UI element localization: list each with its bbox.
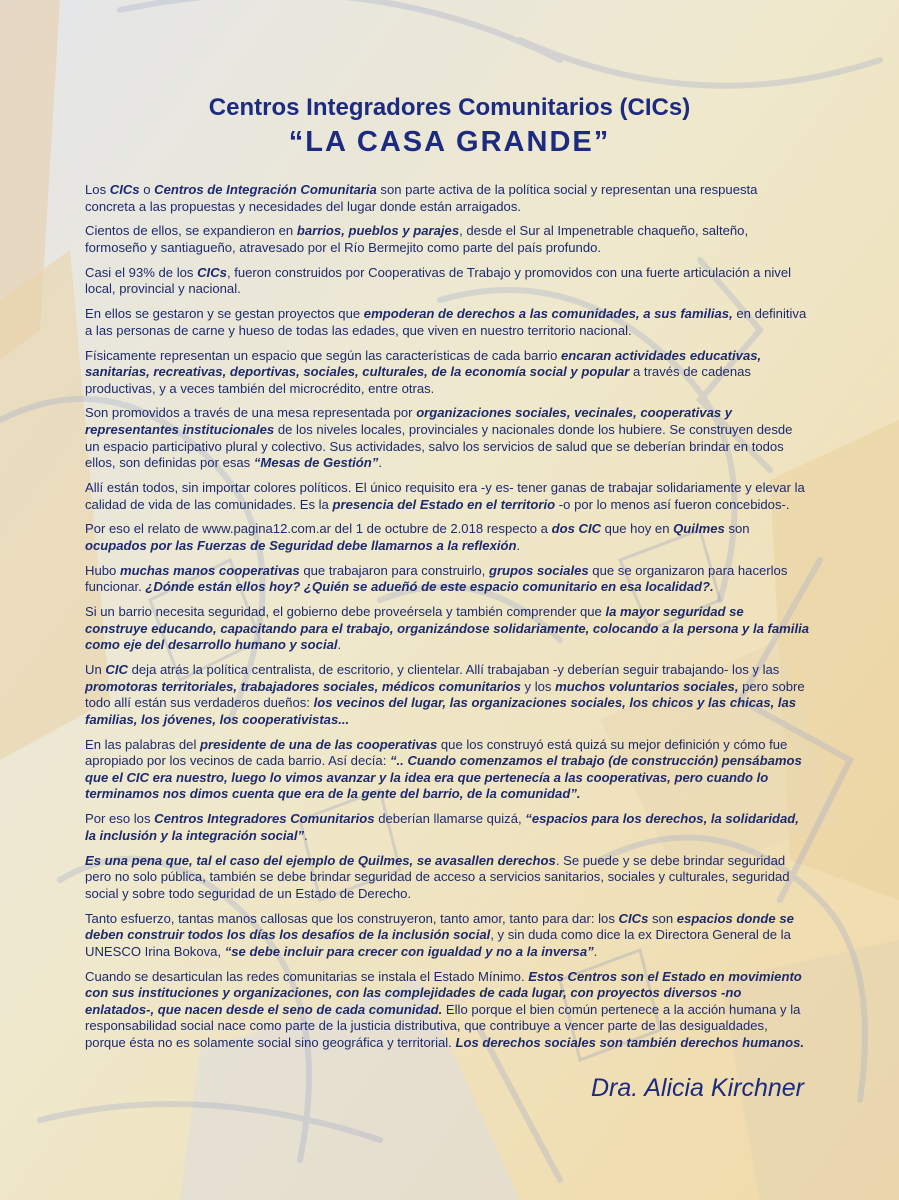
emphasized-text: CICs: [109, 182, 140, 197]
emphasized-text: Quilmes: [673, 521, 725, 537]
emphasized-text: dos CIC: [551, 521, 602, 537]
paragraph: [85, 604, 809, 654]
text-segment: En ellos se gestaron y se gestan proyectos que: [85, 306, 364, 322]
paragraph: [85, 853, 809, 903]
text-segment: deberían llamarse quizá,: [374, 811, 526, 827]
paragraph: [85, 737, 809, 803]
text-segment: Por eso el relato de www.pagina12.com.ar del 1 de octubre de 2.018 respecto a: [85, 521, 552, 537]
text-segment: Allí están todos, sin importar colores políticos. El único requisito era -y es- tener ganas de trabajar solidariamente y elevar la calidad de vida de las comunidades. Es la: [85, 480, 805, 512]
text-segment: o: [139, 182, 155, 197]
text-segment: que se organizaron para hacerlos funcionar.: [85, 562, 788, 595]
text-segment: Por eso los: [85, 811, 155, 827]
text-segment: son: [648, 910, 677, 926]
text-segment: , y sin duda como dice la ex Directora General de la UNESCO Irina Bokova,: [85, 927, 791, 959]
paragraph: [85, 480, 809, 513]
text-segment: Un: [85, 662, 106, 678]
text-segment: que los construyó está quizá su mejor definición y cómo fue apropiado por los vecinos de cada barrio. Así decía:: [85, 736, 788, 769]
emphasized-text: Centros Integradores Comunitarios: [154, 811, 375, 827]
emphasized-text: presidente de una de las cooperativas: [200, 736, 438, 752]
document-subtitle: “LA CASA GRANDE”: [288, 126, 611, 158]
text-segment: .: [304, 827, 308, 843]
emphasized-text: “Mesas de Gestión”: [253, 455, 379, 471]
emphasized-text: muchos voluntarios sociales,: [555, 678, 739, 694]
document-body: [85, 182, 809, 1060]
text-segment: .: [516, 538, 521, 553]
text-segment: , desde el Sur al Impenetrable chaqueño, salteño, formoseño y santiagueño, atravesado por el Río Bermejito como parte del país profundo.: [85, 223, 749, 255]
text-segment: -o por lo menos así fueron concebidos-.: [555, 496, 790, 512]
signature: Dra. Alicia Kirchner: [590, 1074, 804, 1102]
paragraph: [85, 911, 809, 961]
emphasized-text: ocupados por las Fuerzas de Seguridad debe llamarnos a la reflexión: [85, 538, 517, 553]
text-segment: Si un barrio necesita seguridad, el gobierno debe proveérsela y también comprender que: [85, 604, 606, 620]
text-segment: deja atrás la política centralista, de escritorio, y clientelar. Allí trabajaban -y deberían seguir trabajando- los y las: [127, 662, 780, 678]
emphasized-text: presencia del Estado en el territorio: [332, 496, 556, 512]
emphasized-text: grupos sociales: [488, 562, 589, 578]
emphasized-text: “se debe incluir para crecer con igualdad y no a la inversa”: [224, 943, 594, 959]
text-segment: .: [593, 943, 598, 959]
text-segment: Cuando se desarticulan las redes comunitarias se instala el Estado Mínimo.: [85, 968, 529, 984]
text-segment: en definitiva a las personas de carne y hueso de todas las edades, que viven en nuestro territorio nacional.: [85, 306, 807, 338]
emphasized-text: Estos Centros son el Estado en movimiento con sus instituciones y organizaciones, con las complejidades de cada lugar, con proyectos diversos -no enlatados-, que nacen desde el seno de cada comunidad.: [85, 968, 802, 1017]
paragraph: [85, 405, 809, 471]
emphasized-text: CICs: [197, 264, 227, 280]
text-segment: pero sobre todo allí están sus verdaderos dueños:: [85, 678, 805, 711]
emphasized-text: espacios donde se deben construir todos los días los desafíos de la inclusión social: [85, 910, 794, 943]
document-title: Centros Integradores Comunitarios (CICs): [208, 94, 691, 121]
text-segment: a través de cadenas productivas, y a veces también del microcrédito, entre otras.: [85, 364, 751, 396]
text-segment: .: [378, 455, 382, 471]
paragraph: [85, 521, 809, 554]
emphasized-text: Los derechos sociales son también derechos humanos.: [455, 1034, 805, 1050]
text-segment: Son promovidos a través de una mesa representada por: [85, 405, 417, 421]
text-segment: que trabajaron para construirlo,: [299, 562, 489, 578]
text-segment: , fueron construidos por Cooperativas de Trabajo y promovidos con una fuerte articulación a nivel local, provincial y nacional.: [85, 264, 792, 297]
text-segment: son parte activa de la política social y representan una respuesta concreta a las propuestas y necesidades del lugar donde están arraigados.: [85, 182, 758, 214]
text-segment: son: [724, 521, 750, 537]
text-segment: Cientos de ellos, se expandieron en: [85, 223, 297, 239]
text-segment: Ello porque el bien común pertenece a la acción humana y la responsabilidad social nace como parte de la justicia distributiva, que contribuye a vencer parte de las desigualdades, porque ésta no es solamente social sino geográfica y territorial.: [85, 1001, 801, 1050]
paragraph: [85, 662, 809, 728]
text-segment: Casi el 93% de los: [85, 264, 198, 280]
emphasized-text: ¿Dónde están ellos hoy? ¿Quién se adueñó de este espacio comunitario en esa localidad?.: [145, 579, 714, 595]
paragraph: [85, 306, 809, 339]
text-segment: Los: [85, 182, 110, 197]
emphasized-text: barrios, pueblos y parajes: [296, 223, 460, 239]
emphasized-text: CICs: [618, 910, 649, 926]
paragraph: [85, 811, 809, 844]
emphasized-text: encaran actividades educativas, sanitarias, recreativas, deportivas, sociales, culturales, de la economía social y popular: [85, 347, 762, 380]
text-segment: que hoy en: [601, 521, 674, 537]
paragraph: [85, 223, 809, 256]
text-segment: Hubo: [85, 562, 120, 578]
paragraph: [85, 969, 809, 1052]
emphasized-text: Centros de Integración Comunitaria: [154, 182, 377, 197]
emphasized-text: muchas manos cooperativas: [119, 562, 300, 578]
emphasized-text: la mayor seguridad se construye educando, capacitando para el trabajo, organizándose solidariamente, colocando a la persona y la familia como eje del desarrollo humano y social: [85, 604, 810, 653]
emphasized-text: “.. Cuando comenzamos el trabajo (de construcción) pensábamos que el CIC era nuestro, luego lo vimos avanzar y la idea era que pertenecía a las cooperativas, pero cuando lo terminamos nos dimos cuenta que era de la gente del barrio, de la comunidad”.: [85, 753, 802, 802]
paragraph: [85, 265, 809, 298]
emphasized-text: “espacios para los derechos, la solidaridad, la inclusión y la integración social”: [85, 811, 799, 843]
emphasized-text: empoderan de derechos a las comunidades, a sus familias,: [363, 306, 733, 322]
text-segment: En las palabras del: [85, 736, 201, 752]
text-segment: .: [337, 637, 342, 653]
emphasized-text: Es una pena que, tal el caso del ejemplo de Quilmes, se avasallen derechos: [85, 852, 556, 868]
paragraph: [85, 182, 809, 215]
text-segment: y los: [520, 678, 556, 694]
emphasized-text: los vecinos del lugar, las organizaciones sociales, los chicos y las chicas, las familias, los jóvenes, los cooperativistas...: [85, 695, 797, 727]
emphasized-text: organizaciones sociales, vecinales, cooperativas y representantes institucionales: [85, 405, 733, 438]
paragraph: [85, 563, 809, 596]
paragraph: [85, 348, 809, 398]
text-segment: Físicamente representan un espacio que según las características de cada barrio: [85, 347, 562, 363]
text-segment: Tanto esfuerzo, tantas manos callosas que los construyeron, tanto amor, tanto para dar: los: [85, 910, 619, 926]
emphasized-text: CIC: [105, 662, 128, 678]
text-segment: . Se puede y se debe brindar seguridad pero no solo pública, también se debe brindar seguridad de acceso a servicios sanitarios, sociales y culturales, seguridad social y sobre todo seguridad de un Estado de Derecho.: [85, 852, 790, 901]
text-segment: de los niveles locales, provinciales y nacionales donde los hubiere. Se construyen desde un espacio participativo plural y colectivo. Sus actividades, salvo los servicios de salud que se deberían brindar en todos ellos, son definidas por esas: [85, 422, 793, 471]
emphasized-text: promotoras territoriales, trabajadores sociales, médicos comunitarios: [85, 678, 521, 694]
